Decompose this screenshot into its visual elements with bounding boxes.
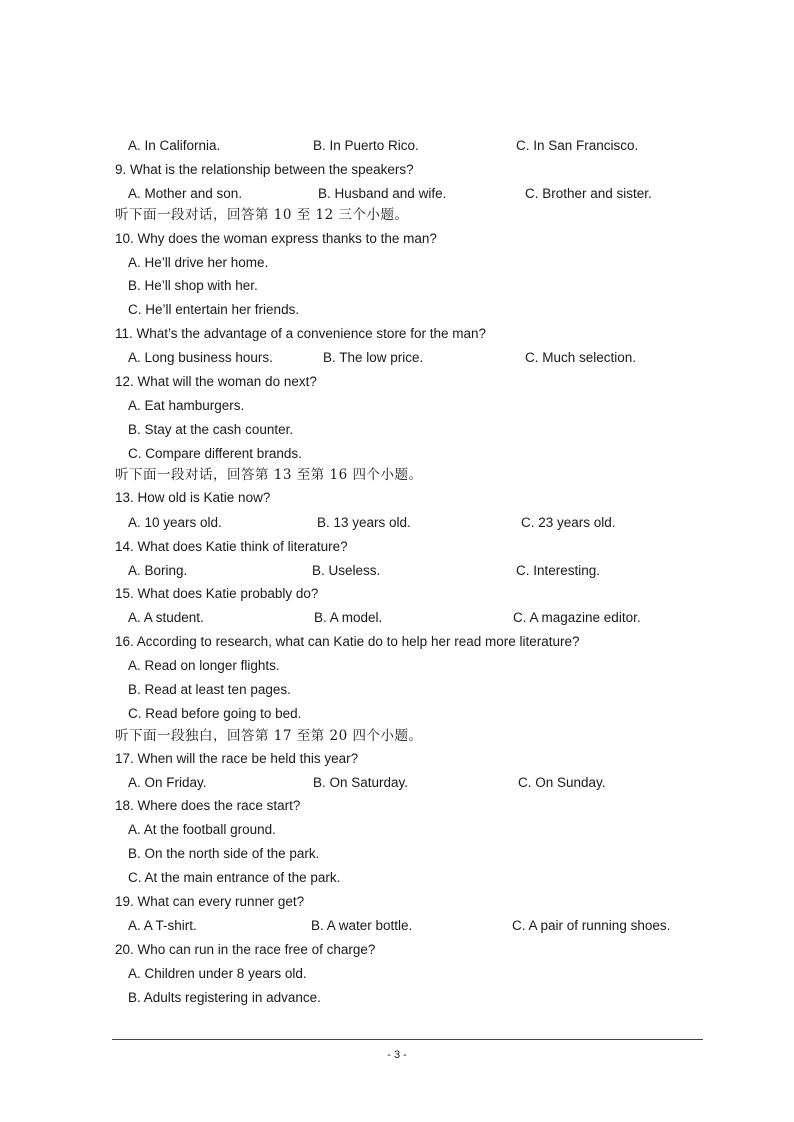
- q19-option-c: C. A pair of running shoes.: [512, 918, 671, 933]
- q12-option-a: A. Eat hamburgers.: [128, 398, 245, 413]
- q9-options: [0, 185, 794, 203]
- q19-option-a: A. A T-shirt.: [128, 918, 197, 933]
- q13-option-b: B. 13 years old.: [317, 515, 411, 530]
- q16-option-a: A. Read on longer flights.: [128, 658, 280, 673]
- q19-option-b: B. A water bottle.: [311, 918, 413, 933]
- q9-question: 9. What is the relationship between the speakers?: [115, 162, 414, 177]
- q9-option-c: C. Brother and sister.: [525, 186, 652, 201]
- q14-option-c: C. Interesting.: [516, 563, 601, 578]
- q14-option-a: A. Boring.: [128, 563, 188, 578]
- page-number: - 3 -: [387, 1049, 407, 1061]
- section-heading-17-20: 听下面一段独白，回答第 17 至第 20 四个小题。: [115, 728, 423, 744]
- q10-question: 10. Why does the woman express thanks to the man?: [115, 231, 437, 246]
- q20-option-b: B. Adults registering in advance.: [128, 990, 321, 1005]
- q13-option-a: A. 10 years old.: [128, 515, 222, 530]
- q9-option-b: B. Husband and wife.: [318, 186, 447, 201]
- q17-options: [0, 774, 794, 792]
- q19-question: 19. What can every runner get?: [115, 894, 305, 909]
- section-heading-13-16: 听下面一段对话，回答第 13 至第 16 四个小题。: [115, 467, 423, 483]
- q14-option-b: B. Useless.: [312, 563, 381, 578]
- q10-option-b: B. He’ll shop with her.: [128, 278, 258, 293]
- q10-option-a: A. He’ll drive her home.: [128, 255, 269, 270]
- q11-option-a: A. Long business hours.: [128, 350, 273, 365]
- q9-option-a: A. Mother and son.: [128, 186, 243, 201]
- q15-question: 15. What does Katie probably do?: [115, 586, 319, 601]
- q15-option-b: B. A model.: [314, 610, 383, 625]
- q10-option-c: C. He’ll entertain her friends.: [128, 302, 300, 317]
- q16-question: 16. According to research, what can Katie do to help her read more literature?: [115, 634, 580, 649]
- q17-question: 17. When will the race be held this year?: [115, 751, 359, 766]
- q13-question: 13. How old is Katie now?: [115, 490, 271, 505]
- footer-divider: [112, 1039, 703, 1040]
- q14-question: 14. What does Katie think of literature?: [115, 539, 348, 554]
- q16-option-c: C. Read before going to bed.: [128, 706, 302, 721]
- section-heading-10-12: 听下面一段对话，回答第 10 至 12 三个小题。: [115, 207, 409, 223]
- q11-option-c: C. Much selection.: [525, 350, 637, 365]
- q18-question: 18. Where does the race start?: [115, 798, 301, 813]
- q18-option-b: B. On the north side of the park.: [128, 846, 320, 861]
- q18-option-a: A. At the football ground.: [128, 822, 276, 837]
- q13-option-c: C. 23 years old.: [521, 515, 616, 530]
- q18-option-c: C. At the main entrance of the park.: [128, 870, 341, 885]
- q13-options: [0, 514, 794, 532]
- q15-option-c: C. A magazine editor.: [513, 610, 641, 625]
- q8-option-b: B. In Puerto Rico.: [313, 138, 419, 153]
- q17-option-c: C. On Sunday.: [518, 775, 606, 790]
- q14-options: [0, 562, 794, 580]
- q8-option-a: A. In California.: [128, 138, 221, 153]
- q11-options: [0, 349, 794, 367]
- q12-option-b: B. Stay at the cash counter.: [128, 422, 294, 437]
- q15-option-a: A. A student.: [128, 610, 204, 625]
- q17-option-a: A. On Friday.: [128, 775, 207, 790]
- q17-option-b: B. On Saturday.: [313, 775, 409, 790]
- q11-question: 11. What’s the advantage of a convenience store for the man?: [115, 326, 486, 341]
- q19-options: [0, 917, 794, 935]
- q16-option-b: B. Read at least ten pages.: [128, 682, 291, 697]
- q12-option-c: C. Compare different brands.: [128, 446, 302, 461]
- q8-option-c: C. In San Francisco.: [516, 138, 639, 153]
- q12-question: 12. What will the woman do next?: [115, 374, 317, 389]
- q15-options: [0, 609, 794, 627]
- q20-question: 20. Who can run in the race free of charge?: [115, 942, 376, 957]
- q8-options: [0, 137, 794, 155]
- q20-option-a: A. Children under 8 years old.: [128, 966, 307, 981]
- q11-option-b: B. The low price.: [323, 350, 424, 365]
